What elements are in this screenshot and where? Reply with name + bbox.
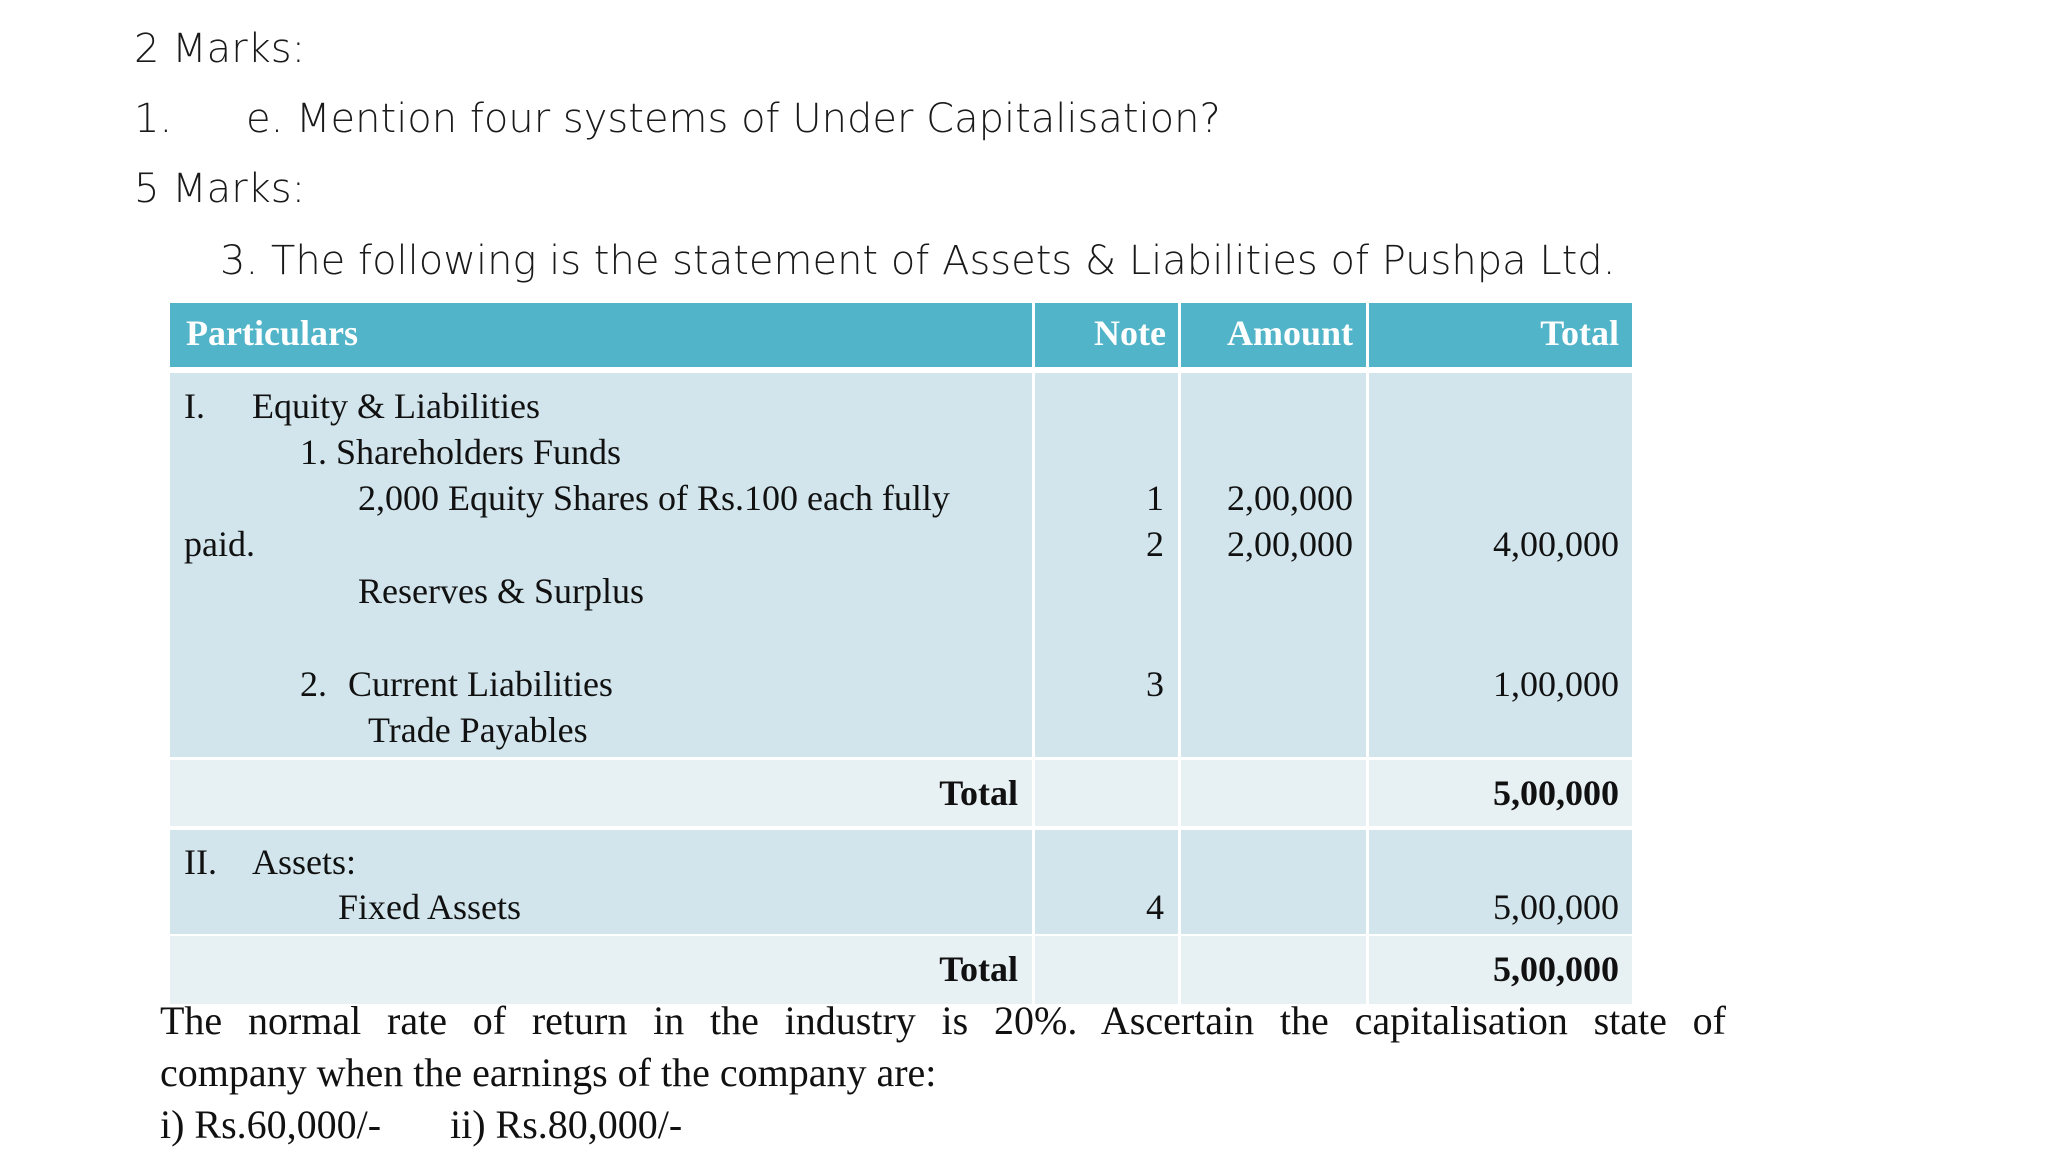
shareholders-funds-label: 1. Shareholders Funds xyxy=(300,432,621,472)
note-1: 1 xyxy=(1146,478,1164,518)
question-3-text: 3. The following is the statement of Assets & Liabilities of Pushpa Ltd. xyxy=(220,238,1616,284)
header-amount: Amount xyxy=(1226,313,1353,353)
total1-value: 5,00,000 xyxy=(1493,773,1619,813)
section2-numeral: II. xyxy=(184,842,217,882)
header-note: Note xyxy=(1094,313,1166,353)
question-1-text: e. Mention four systems of Under Capitalisation? xyxy=(246,96,1221,142)
note-2: 2 xyxy=(1146,524,1164,564)
amount-equity-shares: 2,00,000 xyxy=(1227,478,1353,518)
note-4: 4 xyxy=(1146,887,1164,927)
section2-amount-cell xyxy=(1181,830,1366,934)
reserves-surplus-label: Reserves & Surplus xyxy=(358,571,644,611)
current-liabilities-number: 2. xyxy=(300,664,327,704)
footer-line2: company when the earnings of the company are: xyxy=(160,1050,937,1095)
fixed-assets-label: Fixed Assets xyxy=(338,887,522,927)
question-1-number: 1. xyxy=(134,96,173,142)
total-fixed-assets: 5,00,000 xyxy=(1493,887,1619,927)
equity-shares-line2: paid. xyxy=(184,524,255,564)
note-3: 3 xyxy=(1146,664,1164,704)
footer-line1: The normal rate of return in the industry is 20%. Ascertain the capitalisation state of xyxy=(160,998,1726,1043)
header-total: Total xyxy=(1540,313,1619,353)
total-current-liabilities: 1,00,000 xyxy=(1493,664,1619,704)
section2-title: Assets: xyxy=(252,842,357,882)
section1-title: Equity & Liabilities xyxy=(252,386,540,426)
total2-value: 5,00,000 xyxy=(1493,949,1619,989)
total1-label: Total xyxy=(939,773,1018,813)
marks-5-heading: 5 Marks: xyxy=(134,166,306,212)
total-shareholders-funds: 4,00,000 xyxy=(1493,524,1619,564)
footer-option-i: i) Rs.60,000/- xyxy=(160,1102,382,1147)
section1-amount-cell xyxy=(1181,373,1366,757)
footer-option-ii: ii) Rs.80,000/- xyxy=(450,1102,683,1147)
total2-label: Total xyxy=(939,949,1018,989)
total1-amount-cell xyxy=(1181,760,1366,826)
amount-reserves: 2,00,000 xyxy=(1227,524,1353,564)
total2-note-cell xyxy=(1035,936,1178,1004)
trade-payables-label: Trade Payables xyxy=(368,710,588,750)
header-particulars: Particulars xyxy=(186,313,358,353)
total2-amount-cell xyxy=(1181,936,1366,1004)
section1-numeral: I. xyxy=(184,386,205,426)
total1-note-cell xyxy=(1035,760,1178,826)
current-liabilities-label: Current Liabilities xyxy=(348,664,613,704)
equity-shares-line1: 2,000 Equity Shares of Rs.100 each fully xyxy=(358,478,950,518)
marks-2-heading: 2 Marks: xyxy=(134,26,306,72)
